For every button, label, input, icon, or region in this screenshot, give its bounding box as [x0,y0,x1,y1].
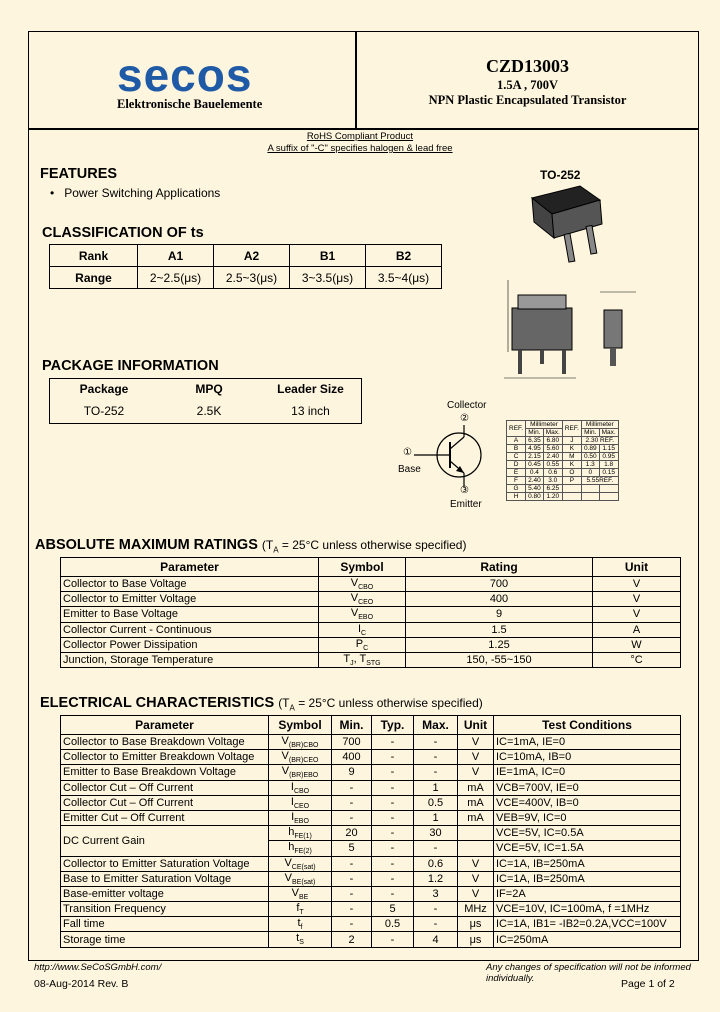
symbol-cell: $V_{CEO}$ [319,592,406,607]
table-cell: A1 [138,245,214,267]
unit-cell: V [593,592,681,607]
classification-header-row [50,245,442,267]
table-cell: 6.80 [543,437,562,445]
test-condition-cell: IE=1mA, IC=0 [494,765,681,780]
table-cell: 0.15 [599,469,618,477]
max-cell: - [414,841,458,856]
max-cell: - [414,750,458,765]
table-cell: K [562,461,581,469]
table-header: Symbol [269,716,332,735]
test-condition-cell: IF=2A [494,886,681,901]
table-row [61,795,681,810]
table-row [61,637,681,652]
max-cell: - [414,735,458,750]
rating-cell: 400 [406,592,593,607]
test-condition-cell: VCE=5V, IC=1.5A [494,841,681,856]
package-3d-view [532,186,602,262]
table-header: Min. [332,716,372,735]
table-row [61,577,681,592]
max-cell: 0.5 [414,795,458,810]
param-cell: Collector Cut – Off Current [61,780,269,795]
table-cell: Millimeter [526,421,563,429]
table-cell: 0 [581,469,599,477]
param-cell: Collector to Base Voltage [61,577,319,592]
symbol-cell: $V_{BE(sat)}$ [269,871,332,886]
max-cell: 1.2 [414,871,458,886]
param-cell: Emitter Cut – Off Current [61,810,269,825]
table-header: Parameter [61,716,269,735]
table-row [61,902,681,917]
table-row [61,871,681,886]
footer-date: 08-Aug-2014 Rev. B [34,978,129,990]
table-cell: Range [50,267,138,289]
typ-cell: - [372,841,414,856]
npn-transistor-symbol [412,425,492,487]
min-cell: - [332,871,372,886]
table-row [61,622,681,637]
base-label: Base [398,464,421,475]
rating-cell: 1.5 [406,622,593,637]
unit-cell: mA [458,810,494,825]
package-side-view [600,292,636,366]
dimension-row [507,477,619,485]
unit-cell: W [593,637,681,652]
package-info-row [49,400,362,422]
table-cell: 6.35 [526,437,544,445]
param-cell: Storage time [61,932,269,947]
table-cell: 4.95 [526,445,544,453]
max-cell: 30 [414,826,458,841]
unit-cell: A [593,622,681,637]
min-cell: - [332,902,372,917]
table-cell: 3~3.5(μs) [290,267,366,289]
max-cell: - [414,917,458,932]
typ-cell: - [372,826,414,841]
table-cell: B2 [366,245,442,267]
unit-cell: V [458,750,494,765]
typ-cell: 0.5 [372,917,414,932]
typ-cell: - [372,780,414,795]
typ-cell: 5 [372,902,414,917]
table-cell: 0.4 [526,469,544,477]
table-row [61,917,681,932]
unit-cell: mA [458,795,494,810]
table-header: Unit [458,716,494,735]
min-cell: 700 [332,735,372,750]
table-cell: J [562,437,581,445]
typ-cell: - [372,810,414,825]
test-condition-cell: IC=1A, IB=250mA [494,856,681,871]
test-condition-cell: IC=1A, IB=250mA [494,871,681,886]
dimension-header-row [507,421,619,429]
unit-cell [458,841,494,856]
table-cell [581,493,599,501]
table-header: Unit [593,558,681,577]
test-condition-cell: IC=1mA, IE=0 [494,735,681,750]
symbol-cell: $V_{BE}$ [269,886,332,901]
max-cell: 0.6 [414,856,458,871]
symbol-cell: $V_{(BR)CBO}$ [269,735,332,750]
typ-cell: - [372,932,414,947]
table-header: Max. [414,716,458,735]
symbol-cell: $I_{CBO}$ [269,780,332,795]
table-cell: Package [79,382,129,396]
max-cell: 1 [414,810,458,825]
param-cell: Collector Current - Continuous [61,622,319,637]
typ-cell: - [372,886,414,901]
table-cell: 2~2.5(μs) [138,267,214,289]
pin-2-number: ② [460,413,469,424]
dimension-row [507,461,619,469]
unit-cell: V [458,735,494,750]
table-cell [562,485,581,493]
table-cell: Millimeter [581,421,618,429]
unit-cell: °C [593,652,681,667]
test-condition-cell: IC=250mA [494,932,681,947]
rating-cell: 150, -55~150 [406,652,593,667]
min-cell: - [332,917,372,932]
symbol-cell: $V_{EBO}$ [319,607,406,622]
table-cell: 0.55 [543,461,562,469]
table-row [61,735,681,750]
package-info-title: PACKAGE INFORMATION [42,358,219,374]
table-cell: MPQ [195,382,223,396]
table-cell: F [507,477,526,485]
max-cell: 4 [414,932,458,947]
unit-cell: MHz [458,902,494,917]
table-cell: M [562,453,581,461]
rating-cell: 1.25 [406,637,593,652]
footer-url[interactable]: http://www.SeCoSGmbH.com/ [34,962,162,973]
table-cell: 0.45 [526,461,544,469]
table-cell: B [507,445,526,453]
min-cell: 400 [332,750,372,765]
test-condition-cell: VCE=10V, IC=100mA, f =1MHz [494,902,681,917]
param-cell: Collector to Emitter Saturation Voltage [61,856,269,871]
param-cell: Collector to Emitter Breakdown Voltage [61,750,269,765]
symbol-cell: $I_{CEO}$ [269,795,332,810]
max-cell: - [414,765,458,780]
logo: secos [117,49,253,101]
param-cell: Emitter to Base Voltage [61,607,319,622]
table-cell: Leader Size [277,382,344,396]
package-drawing [500,180,640,400]
param-cell: Emitter to Base Breakdown Voltage [61,765,269,780]
param-cell: Collector Power Dissipation [61,637,319,652]
table-cell: A [507,437,526,445]
typ-cell: - [372,795,414,810]
unit-cell: V [458,856,494,871]
min-cell: - [332,780,372,795]
table-cell: Rank [50,245,138,267]
table-row [61,607,681,622]
param-cell: Base-emitter voltage [61,886,269,901]
table-row [61,780,681,795]
header-rule [28,128,699,130]
abs-max-table [60,557,681,668]
table-cell: 2.15 [526,453,544,461]
classification-title: CLASSIFICATION OF ts [42,225,204,241]
footer-page: Page 1 of 2 [621,978,675,990]
part-rating: 1.5A , 700V [496,78,559,92]
dimension-row [507,469,619,477]
symbol-cell: $t_f$ [269,917,332,932]
elec-table [60,715,681,948]
table-cell: 13 inch [291,404,330,418]
symbol-cell: $V_{CBO}$ [319,577,406,592]
table-row [61,765,681,780]
typ-cell: - [372,750,414,765]
table-cell: B1 [290,245,366,267]
table-cell: 0.80 [526,493,544,501]
table-cell [599,493,618,501]
max-cell: 3 [414,886,458,901]
elec-header-row [61,716,681,735]
table-cell [562,493,581,501]
table-header: Rating [406,558,593,577]
param-cell: Junction, Storage Temperature [61,652,319,667]
table-cell: P [562,477,581,485]
param-cell: Collector to Base Breakdown Voltage [61,735,269,750]
test-condition-cell: IC=1A, IB1= -IB2=0.2A,VCC=100V [494,917,681,932]
table-row [61,826,681,841]
abs-max-title: ABSOLUTE MAXIMUM RATINGS ($T_A = 25^\circ C$ unless otherwise specified) [35,537,467,555]
typ-cell: - [372,871,414,886]
table-cell: 2.5K [196,404,222,418]
table-cell: Max. [599,429,618,437]
test-condition-cell: VEB=9V, IC=0 [494,810,681,825]
features-title: FEATURES [40,166,118,182]
unit-cell: μs [458,932,494,947]
typ-cell: - [372,765,414,780]
dimension-row [507,437,619,445]
table-row [61,652,681,667]
table-cell: C [507,453,526,461]
dimension-row [507,493,619,501]
dimension-table [506,420,619,501]
package-label: TO-252 [540,168,581,182]
param-cell: Fall time [61,917,269,932]
table-cell [599,485,618,493]
symbol-cell: $T_J$, $T_{STG}$ [319,652,406,667]
table-cell: 2.40 [526,477,544,485]
collector-label: Collector [447,400,487,411]
table-cell: 0.95 [599,453,618,461]
table-cell: 3.0 [543,477,562,485]
test-condition-cell: VCB=700V, IE=0 [494,780,681,795]
max-cell: 1 [414,780,458,795]
unit-cell: μs [458,917,494,932]
table-cell: O [562,469,581,477]
footer-notice: Any changes of specification will not be informed individually. [486,962,691,984]
table-cell: 5.55REF. [581,477,618,485]
min-cell: - [332,810,372,825]
table-cell: 2.40 [543,453,562,461]
unit-cell: mA [458,780,494,795]
dimension-row [507,445,619,453]
table-cell [581,485,599,493]
unit-cell: V [593,607,681,622]
table-cell: TO-252 [83,404,125,418]
unit-cell: V [458,886,494,901]
table-cell: 5.40 [526,485,544,493]
rohs-line-2: A suffix of "-C" specifies halogen & lead free [267,143,453,154]
table-row [61,810,681,825]
min-cell: 2 [332,932,372,947]
table-cell: 1.3 [581,461,599,469]
dimension-row [507,453,619,461]
part-description: NPN Plastic Encapsulated Transistor [428,93,627,107]
max-cell: - [414,902,458,917]
table-cell: REF. [507,421,526,437]
table-cell: 6.25 [543,485,562,493]
unit-cell: V [593,577,681,592]
table-cell: 2.5~3(μs) [214,267,290,289]
min-cell: - [332,795,372,810]
test-condition-cell: IC=10mA, IB=0 [494,750,681,765]
package-top-view [504,280,576,378]
typ-cell: - [372,856,414,871]
symbol-cell: $I_{EBO}$ [269,810,332,825]
symbol-cell: $I_C$ [319,622,406,637]
table-cell: REF. [562,421,581,437]
bullet-icon: • [50,186,55,200]
min-cell: - [332,856,372,871]
part-number: CZD13003 [485,56,569,76]
table-cell: 3.5~4(μs) [366,267,442,289]
symbol-cell: $t_S$ [269,932,332,947]
abs-max-header-row [61,558,681,577]
table-cell: 2.30 REF. [581,437,618,445]
logo-subtitle: Elektronische Bauelemente [117,97,263,111]
table-row [61,856,681,871]
table-row [61,592,681,607]
rating-cell: 700 [406,577,593,592]
symbol-cell: $f_T$ [269,902,332,917]
pin-1-number: ① [403,447,412,458]
param-cell: Collector to Emitter Voltage [61,592,319,607]
table-cell: G [507,485,526,493]
table-cell: E [507,469,526,477]
table-cell: Min. [581,429,599,437]
test-condition-cell: VCE=400V, IB=0 [494,795,681,810]
pin-3-number: ③ [460,485,469,496]
table-cell: H [507,493,526,501]
unit-cell [458,826,494,841]
table-row [61,932,681,947]
feature-item: • Power Switching Applications [50,186,221,200]
table-cell: 1.20 [543,493,562,501]
table-cell: 5.60 [543,445,562,453]
emitter-label: Emitter [450,499,482,510]
typ-cell: - [372,735,414,750]
table-header: Test Conditions [494,716,681,735]
param-cell: Collector Cut – Off Current [61,795,269,810]
table-cell: 0.50 [581,453,599,461]
unit-cell: V [458,871,494,886]
table-cell: D [507,461,526,469]
table-header: Typ. [372,716,414,735]
rating-cell: 9 [406,607,593,622]
symbol-cell: $P_C$ [319,637,406,652]
table-row [61,750,681,765]
table-cell: 0.6 [543,469,562,477]
min-cell: - [332,886,372,901]
table-cell: A2 [214,245,290,267]
test-condition-cell: VCE=5V, IC=0.5A [494,826,681,841]
param-cell: Base to Emitter Saturation Voltage [61,871,269,886]
package-info-table [49,378,362,422]
table-header: Parameter [61,558,319,577]
min-cell: 9 [332,765,372,780]
package-info-header-row [49,378,362,400]
table-row [61,886,681,901]
table-cell: K [562,445,581,453]
symbol-cell: $V_{(BR)EBO}$ [269,765,332,780]
table-header: Symbol [319,558,406,577]
symbol-cell: $V_{(BR)CEO}$ [269,750,332,765]
param-cell: DC Current Gain [61,826,269,856]
table-cell: 1.8 [599,461,618,469]
symbol-cell: $h_{FE(1)}$ [269,826,332,841]
table-cell: 1.15 [599,445,618,453]
table-cell: 0.89 [581,445,599,453]
table-cell: Min. [526,429,544,437]
elec-title: ELECTRICAL CHARACTERISTICS ($T_A = 25^\circ C$ unless otherwise specified) [40,695,483,713]
classification-row [50,267,442,289]
table-cell: Max. [543,429,562,437]
unit-cell: V [458,765,494,780]
symbol-cell: $h_{FE(2)}$ [269,841,332,856]
min-cell: 20 [332,826,372,841]
min-cell: 5 [332,841,372,856]
classification-table [49,244,442,289]
rohs-line-1: RoHS Compliant Product [306,131,414,142]
param-cell: Transition Frequency [61,902,269,917]
dimension-row [507,485,619,493]
symbol-cell: $V_{CE(sat)}$ [269,856,332,871]
